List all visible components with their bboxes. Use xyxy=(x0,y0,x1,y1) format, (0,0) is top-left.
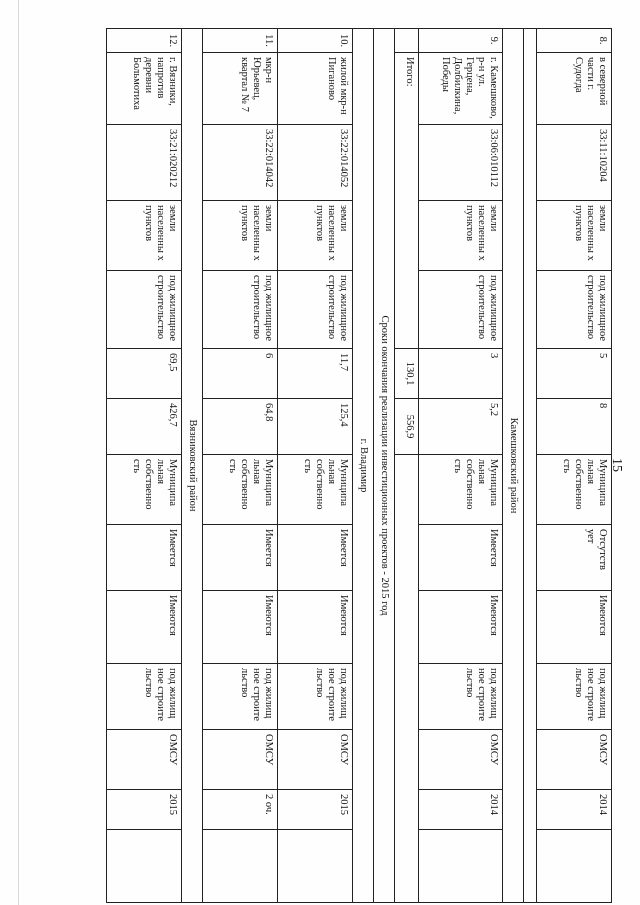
table-row xyxy=(537,29,612,903)
cadastral-cell: 33:11:10204 xyxy=(537,125,612,201)
cadastral-cell: 33:22:014042 xyxy=(203,125,278,201)
area2-cell: 426,7 xyxy=(107,399,182,455)
ownership-cell: Муниципа льная собственно сть xyxy=(419,455,503,525)
empty-cell xyxy=(203,830,278,903)
total-area2: 556,9 xyxy=(395,399,419,455)
row-number: 9. xyxy=(419,29,503,53)
spacer-cell xyxy=(524,29,537,903)
authority-cell: ОМСУ xyxy=(278,730,353,790)
row-number: 10. xyxy=(278,29,353,53)
page-number: 15 xyxy=(609,458,624,472)
location-cell: г. Камешково, р-н ул. Герцена, Долбилкина, Победы xyxy=(419,53,503,125)
ownership-cell: Муниципа льная собственно сть xyxy=(537,455,612,525)
purpose-cell: под жилищ ное строите льство xyxy=(537,664,612,730)
section-vyazniki: Вязниковский район xyxy=(182,29,203,903)
area1-cell: 11,7 xyxy=(278,349,353,399)
area1-cell: 69,5 xyxy=(107,349,182,399)
area2-cell: 8 xyxy=(537,399,612,455)
status1-cell: Имеется xyxy=(107,525,182,591)
section-vladimir: г. Владимир xyxy=(353,29,374,903)
category-cell: земли населенны х пунктов xyxy=(203,201,278,271)
year-cell: 2015 xyxy=(278,790,353,830)
area1-cell: 6 xyxy=(203,349,278,399)
row-number: 8. xyxy=(537,29,612,53)
empty-cell xyxy=(107,830,182,903)
ownership-cell: Муниципа льная собственно сть xyxy=(278,455,353,525)
category-cell: земли населенны х пунктов xyxy=(107,201,182,271)
table-row xyxy=(419,29,503,903)
total-area1: 130,1 xyxy=(395,349,419,399)
empty-cell xyxy=(537,830,612,903)
location-cell: г. Вязники, напротив деревни Больмотиха xyxy=(107,53,182,125)
category-cell: земли населенны х пунктов xyxy=(537,201,612,271)
use-cell: под жилищное строительство xyxy=(419,271,503,349)
empty-cell xyxy=(395,29,419,53)
rotated-content xyxy=(82,28,624,902)
location-cell: жилой мкр-н Пиганово xyxy=(278,53,353,125)
use-cell: под жилищное строительство xyxy=(278,271,353,349)
status1-cell: Имеется xyxy=(278,525,353,591)
authority-cell: ОМСУ xyxy=(203,730,278,790)
section-deadline: Сроки окончания реализации инвестиционных проектов - 2015 год xyxy=(374,29,395,903)
purpose-cell: под жилищ ное строите льство xyxy=(107,664,182,730)
authority-cell: ОМСУ xyxy=(419,730,503,790)
table-row xyxy=(107,29,182,903)
area2-cell: 5,2 xyxy=(419,399,503,455)
location-cell: в северной части г. Судогда xyxy=(537,53,612,125)
cadastral-cell: 33:06:010112 xyxy=(419,125,503,201)
use-cell: под жилищное строительство xyxy=(107,271,182,349)
area1-cell: 5 xyxy=(537,349,612,399)
row-number: 11. xyxy=(203,29,278,53)
location-cell: мкр-н Юрьевец, квартал № 7 xyxy=(203,53,278,125)
section-row xyxy=(353,29,374,903)
cadastral-cell: 33:21:020212 xyxy=(107,125,182,201)
status2-cell: Имеются xyxy=(419,591,503,664)
section-kameshkovo: Камешковский район xyxy=(503,29,524,903)
category-cell: земли населенны х пунктов xyxy=(278,201,353,271)
status1-cell: Имеется xyxy=(419,525,503,591)
spacer-row xyxy=(524,29,537,903)
purpose-cell: под жилищ ное строите льство xyxy=(419,664,503,730)
ownership-cell: Муниципа льная собственно сть xyxy=(107,455,182,525)
status2-cell: Имеются xyxy=(203,591,278,664)
use-cell: под жилищное строительство xyxy=(537,271,612,349)
year-cell: 2014 xyxy=(537,790,612,830)
authority-cell: ОМСУ xyxy=(537,730,612,790)
section-row xyxy=(374,29,395,903)
section-row xyxy=(182,29,203,903)
status1-cell: Отсутств ует xyxy=(537,525,612,591)
use-cell: под жилищное строительство xyxy=(203,271,278,349)
status1-cell: Имеется xyxy=(203,525,278,591)
status2-cell: Имеются xyxy=(107,591,182,664)
section-row xyxy=(503,29,524,903)
empty-cell xyxy=(419,830,503,903)
status2-cell: Имеются xyxy=(537,591,612,664)
area2-cell: 64,8 xyxy=(203,399,278,455)
empty-cell xyxy=(278,830,353,903)
scan-edge-line xyxy=(18,0,19,905)
year-cell: 2014 xyxy=(419,790,503,830)
table-row xyxy=(203,29,278,903)
total-label: Итого: xyxy=(395,53,419,349)
purpose-cell: под жилищ ное строите льство xyxy=(278,664,353,730)
status2-cell: Имеются xyxy=(278,591,353,664)
area1-cell: 3 xyxy=(419,349,503,399)
year-cell: 2015 xyxy=(107,790,182,830)
land-plots-table xyxy=(106,28,612,903)
empty-cell xyxy=(395,455,419,903)
total-row xyxy=(395,29,419,903)
authority-cell: ОМСУ xyxy=(107,730,182,790)
purpose-cell: под жилищ ное строите льство xyxy=(203,664,278,730)
area2-cell: 125,4 xyxy=(278,399,353,455)
row-number: 12. xyxy=(107,29,182,53)
category-cell: земли населенны х пунктов xyxy=(419,201,503,271)
year-cell: 2 оч. xyxy=(203,790,278,830)
cadastral-cell: 33:22:014052 xyxy=(278,125,353,201)
table-row xyxy=(278,29,353,903)
ownership-cell: Муниципа льная собственно сть xyxy=(203,455,278,525)
